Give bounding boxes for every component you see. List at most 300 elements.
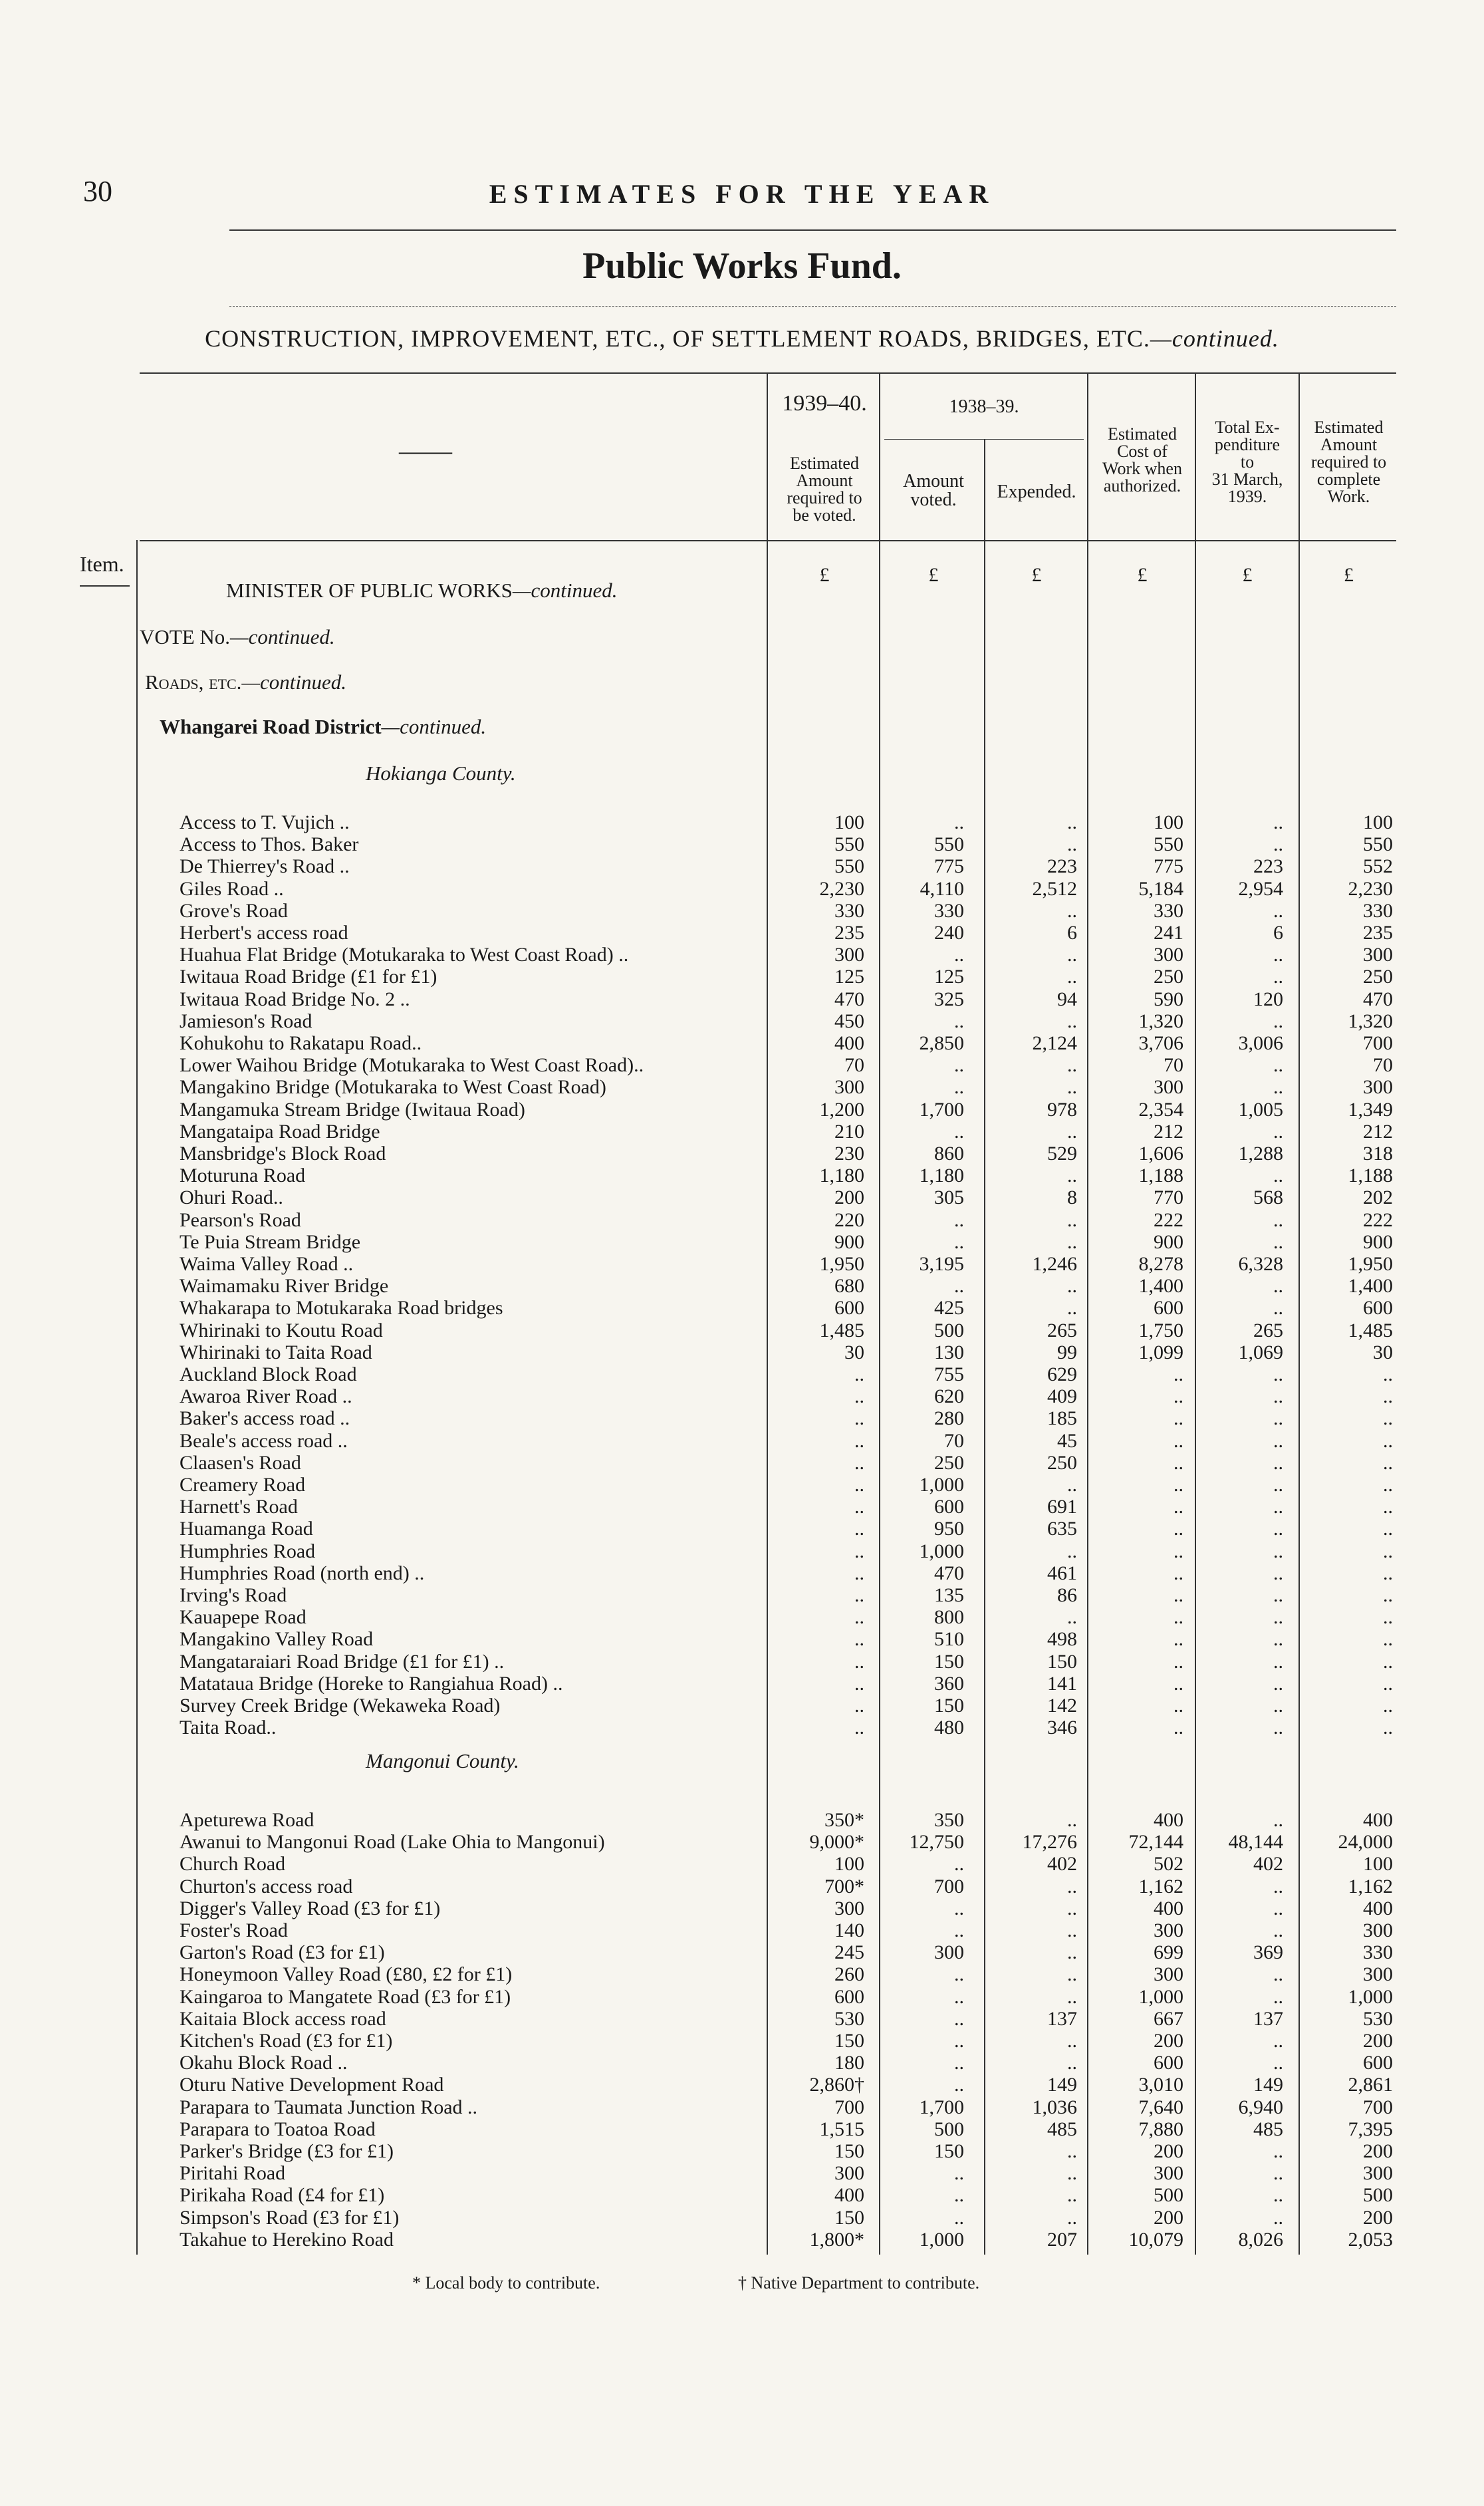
amount-cell: 667 (1154, 2007, 1183, 2030)
amount-cell: 770 (1154, 1186, 1183, 1209)
amount-cell: 2,850 (919, 1032, 964, 1054)
header-voted (884, 472, 983, 509)
amount-cell: .. (1174, 1628, 1183, 1651)
amount-cell: .. (954, 1230, 964, 1253)
section-text: VOTE No. (140, 625, 231, 648)
amount-cell: 200 (1363, 2030, 1393, 2052)
amount-cell: .. (1067, 1474, 1077, 1496)
amount-cell: 235 (834, 922, 864, 944)
amount-cell: 137 (1253, 2007, 1283, 2030)
amount-cell: 330 (1363, 899, 1393, 922)
amount-cell: 600 (834, 1985, 864, 2008)
amount-cell: 45 (1057, 1429, 1077, 1452)
table-row (0, 1606, 1484, 1628)
road-name: Giles Road .. (180, 877, 284, 900)
amount-cell: .. (1273, 944, 1283, 966)
table-row (0, 1121, 1484, 1143)
header-text: voted. (910, 489, 957, 510)
header-dash: —— (399, 436, 452, 466)
rule-top (229, 229, 1396, 231)
amount-cell: .. (954, 1897, 964, 1919)
road-name: Grove's Road (180, 899, 288, 922)
amount-cell: 6 (1067, 922, 1077, 944)
amount-cell: .. (1067, 1606, 1077, 1629)
amount-cell: .. (1273, 1363, 1283, 1385)
amount-cell: 600 (1154, 1297, 1183, 1320)
table-row (0, 1275, 1484, 1297)
road-name: Moturuna Road (180, 1165, 306, 1187)
road-name: Awanui to Mangonui Road (Lake Ohia to Mangonui) (180, 1831, 605, 1854)
amount-cell: 402 (1047, 1853, 1077, 1876)
amount-cell: .. (1174, 1518, 1183, 1540)
amount-cell: .. (1273, 1230, 1283, 1253)
amount-cell: 800 (934, 1606, 964, 1629)
amount-cell: .. (1067, 1120, 1077, 1143)
amount-cell: 150 (834, 2030, 864, 2052)
amount-cell: .. (1383, 1606, 1393, 1629)
amount-cell: 691 (1047, 1496, 1077, 1518)
amount-cell: .. (954, 1054, 964, 1077)
road-name: Mangamuka Stream Bridge (Iwitaua Road) (180, 1098, 525, 1121)
amount-cell: 1,069 (1238, 1341, 1283, 1363)
amount-cell: 900 (1154, 1230, 1183, 1253)
road-name: Mangataipa Road Bridge (180, 1120, 380, 1143)
amount-cell: 325 (934, 988, 964, 1010)
table-row (0, 1032, 1484, 1054)
amount-cell: 450 (834, 1010, 864, 1032)
amount-cell: 202 (1363, 1186, 1393, 1209)
amount-cell: .. (954, 1120, 964, 1143)
amount-cell: 212 (1154, 1120, 1183, 1143)
table-row (0, 1831, 1484, 1853)
amount-cell: 485 (1047, 2118, 1077, 2140)
amount-cell: .. (1273, 2030, 1283, 2052)
section-cont: —continued. (512, 579, 618, 602)
amount-cell: 100 (1363, 811, 1393, 833)
amount-cell: .. (1273, 1985, 1283, 2008)
amount-cell: .. (1067, 1985, 1077, 2008)
amount-cell: 330 (934, 899, 964, 922)
amount-cell: 245 (834, 1941, 864, 1964)
amount-cell: 1,000 (919, 1474, 964, 1496)
road-name: Honeymoon Valley Road (£80, £2 for £1) (180, 1963, 513, 1986)
amount-cell: 100 (1363, 1853, 1393, 1876)
amount-cell: 265 (1047, 1319, 1077, 1341)
amount-cell: .. (854, 1496, 864, 1518)
table-row (0, 878, 1484, 900)
table-row (0, 1876, 1484, 1897)
amount-cell: .. (854, 1363, 864, 1385)
road-name: Iwitaua Road Bridge (£1 for £1) (180, 966, 437, 988)
road-name: Waimamaku River Bridge (180, 1275, 389, 1298)
table-row (0, 833, 1484, 855)
table-row (0, 2118, 1484, 2140)
amount-cell: .. (1067, 2052, 1077, 2074)
amount-cell: .. (854, 1606, 864, 1629)
road-name: Garton's Road (£3 for £1) (180, 1941, 385, 1964)
amount-cell: 1,005 (1238, 1098, 1283, 1121)
header-text: 1939. (1227, 487, 1267, 506)
amount-cell: 200 (1154, 2140, 1183, 2162)
road-name: Auckland Block Road (180, 1363, 357, 1385)
amount-cell: .. (1383, 1385, 1393, 1408)
amount-cell: 900 (834, 1230, 864, 1253)
amount-cell: 550 (1154, 833, 1183, 856)
amount-cell: 7,395 (1348, 2118, 1393, 2140)
amount-cell: 220 (834, 1208, 864, 1231)
road-name: Takahue to Herekino Road (180, 2228, 394, 2251)
amount-cell: .. (954, 2074, 964, 2096)
road-name: Kaingaroa to Mangatete Road (£3 for £1) (180, 1985, 511, 2008)
amount-cell: .. (1273, 1606, 1283, 1629)
amount-cell: 2,230 (819, 877, 864, 900)
amount-cell: .. (1383, 1451, 1393, 1474)
currency-col2: £ (928, 564, 939, 586)
amount-cell: 72,144 (1128, 1831, 1183, 1854)
road-name: Huamanga Road (180, 1518, 313, 1540)
amount-cell: .. (1273, 1054, 1283, 1077)
header-rule-top (140, 372, 1396, 374)
table-row (0, 1341, 1484, 1363)
amount-cell: .. (1067, 833, 1077, 856)
amount-cell: .. (1273, 1650, 1283, 1673)
subtitle-main: CONSTRUCTION, IMPROVEMENT, ETC., OF SETTLEMENT ROADS, BRIDGES, ETC. (205, 325, 1150, 352)
table-row (0, 1297, 1484, 1319)
amount-cell: 207 (1047, 2228, 1077, 2251)
road-name: Jamieson's Road (180, 1010, 312, 1032)
table-row (0, 1695, 1484, 1717)
header-year1: 1939–40. (782, 391, 867, 416)
amount-cell: .. (1067, 1297, 1077, 1320)
amount-cell: 680 (834, 1275, 864, 1298)
amount-cell: 300 (1154, 2162, 1183, 2185)
road-name: Whakarapa to Motukaraka Road bridges (180, 1297, 503, 1320)
amount-cell: 400 (1363, 1897, 1393, 1919)
amount-cell: .. (1273, 1672, 1283, 1695)
amount-cell: .. (954, 811, 964, 833)
amount-cell: .. (1273, 1010, 1283, 1032)
amount-cell: .. (1273, 1297, 1283, 1320)
footnote-native: † Native Department to contribute. (738, 2273, 980, 2293)
table-row (0, 1518, 1484, 1540)
amount-cell: .. (854, 1429, 864, 1452)
amount-cell: .. (1067, 2162, 1077, 2185)
table-row (0, 900, 1484, 922)
amount-cell: .. (954, 1275, 964, 1298)
amount-cell: 1,036 (1032, 2096, 1077, 2118)
amount-cell: 1,288 (1238, 1143, 1283, 1165)
amount-cell: 635 (1047, 1518, 1077, 1540)
amount-cell: 1,000 (1138, 1985, 1183, 2008)
amount-cell: 330 (1363, 1941, 1393, 1964)
table-row (0, 2030, 1484, 2052)
amount-cell: 530 (1363, 2007, 1393, 2030)
amount-cell: .. (1273, 1875, 1283, 1897)
road-name: Claasen's Road (180, 1451, 301, 1474)
amount-cell: 223 (1047, 855, 1077, 878)
header-text: penditure (1214, 435, 1281, 454)
amount-cell: .. (1273, 1897, 1283, 1919)
amount-cell: .. (1067, 2140, 1077, 2162)
amount-cell: 700 (1363, 2096, 1393, 2118)
amount-cell: 550 (934, 833, 964, 856)
amount-cell: 900 (1363, 1230, 1393, 1253)
amount-cell: 8,278 (1138, 1253, 1183, 1275)
amount-cell: 300 (1154, 1919, 1183, 1941)
amount-cell: .. (1383, 1540, 1393, 1562)
section-cont: —continued. (381, 715, 487, 738)
table-row (0, 1963, 1484, 1985)
amount-cell: .. (1067, 944, 1077, 966)
amount-cell: .. (1174, 1650, 1183, 1673)
amount-cell: .. (954, 2162, 964, 2185)
section-vote (140, 625, 335, 649)
currency-col3: £ (1031, 564, 1042, 586)
road-name: Huahua Flat Bridge (Motukaraka to West Coast Road) .. (180, 944, 629, 966)
amount-cell: 502 (1154, 1853, 1183, 1876)
amount-cell: 300 (834, 1076, 864, 1099)
header-text: Cost of (1117, 442, 1168, 461)
amount-cell: .. (1383, 1628, 1393, 1651)
amount-cell: 5,184 (1138, 877, 1183, 900)
road-name: Te Puia Stream Bridge (180, 1230, 361, 1253)
header-text: required to (787, 488, 862, 507)
amount-cell: 1,000 (919, 1540, 964, 1562)
amount-cell: 223 (1253, 855, 1283, 878)
amount-cell: 550 (1363, 833, 1393, 856)
amount-cell: 3,010 (1138, 2074, 1183, 2096)
road-name: Creamery Road (180, 1474, 306, 1496)
amount-cell: 150 (934, 1695, 964, 1717)
header-text: complete (1316, 470, 1381, 489)
amount-cell: 300 (1154, 1963, 1183, 1986)
amount-cell: 100 (1154, 811, 1183, 833)
amount-cell: 150 (834, 2140, 864, 2162)
amount-cell: .. (1067, 1963, 1077, 1986)
amount-cell: 200 (1363, 2206, 1393, 2229)
section-cont: —continued. (241, 670, 346, 694)
amount-cell: 137 (1047, 2007, 1077, 2030)
road-name: Mangakino Valley Road (180, 1628, 374, 1651)
road-name: Kitchen's Road (£3 for £1) (180, 2030, 393, 2052)
amount-cell: 1,099 (1138, 1341, 1183, 1363)
road-name: Church Road (180, 1853, 286, 1876)
amount-cell: 141 (1047, 1672, 1077, 1695)
amount-cell: 600 (1154, 2052, 1183, 2074)
table-row (0, 855, 1484, 877)
amount-cell: .. (1174, 1717, 1183, 1739)
amount-cell: 12,750 (909, 1831, 964, 1854)
amount-cell: 6,940 (1238, 2096, 1283, 2118)
amount-cell: 305 (934, 1186, 964, 1209)
amount-cell: .. (1383, 1518, 1393, 1540)
amount-cell: 1,162 (1138, 1875, 1183, 1897)
amount-cell: 94 (1057, 988, 1077, 1010)
road-name: Taita Road.. (180, 1717, 277, 1739)
table-row (0, 1385, 1484, 1407)
amount-cell: .. (1067, 1540, 1077, 1562)
amount-cell: 400 (1363, 1809, 1393, 1831)
amount-cell: 485 (1253, 2118, 1283, 2140)
road-name: Digger's Valley Road (£3 for £1) (180, 1897, 441, 1919)
amount-cell: 409 (1047, 1385, 1077, 1408)
table-row (0, 1584, 1484, 1606)
amount-cell: .. (1273, 1385, 1283, 1408)
amount-cell: 400 (1154, 1809, 1183, 1831)
road-name: Foster's Road (180, 1919, 288, 1941)
amount-cell: .. (1067, 2030, 1077, 2052)
amount-cell: 150 (934, 2140, 964, 2162)
table-subtitle (0, 325, 1484, 352)
amount-cell: 1,400 (1138, 1275, 1183, 1298)
amount-cell: 1,485 (1348, 1319, 1393, 1341)
table-row (0, 1717, 1484, 1739)
table-row (0, 2074, 1484, 2096)
amount-cell: 600 (834, 1297, 864, 1320)
road-name: Whirinaki to Koutu Road (180, 1319, 383, 1341)
amount-cell: 70 (844, 1054, 864, 1077)
table-row (0, 1897, 1484, 1919)
amount-cell: .. (1067, 1165, 1077, 1187)
table-row (0, 1986, 1484, 2008)
footnote-local: * Local body to contribute. (412, 2273, 600, 2293)
amount-cell: .. (1273, 2140, 1283, 2162)
amount-cell: 568 (1253, 1186, 1283, 1209)
amount-cell: 470 (1363, 988, 1393, 1010)
county-mangonui: Mangonui County. (366, 1749, 519, 1772)
road-name: Lower Waihou Bridge (Motukaraka to West Coast Road).. (180, 1054, 644, 1077)
header-text: be voted. (793, 505, 856, 525)
amount-cell: .. (1383, 1650, 1393, 1673)
page-title: Public Works Fund. (582, 245, 902, 287)
amount-cell: .. (1067, 1875, 1077, 1897)
amount-cell: .. (1273, 2162, 1283, 2185)
amount-cell: .. (1273, 2206, 1283, 2229)
table-row (0, 2207, 1484, 2229)
amount-cell: 600 (1363, 1297, 1393, 1320)
amount-cell: 700 (1363, 1032, 1393, 1054)
currency-col1: £ (819, 564, 830, 586)
amount-cell: 1,180 (819, 1165, 864, 1187)
amount-cell: .. (854, 1672, 864, 1695)
amount-cell: 480 (934, 1717, 964, 1739)
header-expended: Expended. (997, 482, 1076, 502)
amount-cell: .. (1067, 1054, 1077, 1077)
amount-cell: .. (854, 1562, 864, 1584)
amount-cell: 1,188 (1138, 1165, 1183, 1187)
road-name: Parapara to Toatoa Road (180, 2118, 376, 2140)
amount-cell: 24,000 (1338, 1831, 1393, 1854)
amount-cell: 222 (1363, 1208, 1393, 1231)
item-rule-short (80, 585, 130, 587)
amount-cell: .. (1273, 1407, 1283, 1430)
table-row (0, 1452, 1484, 1474)
road-name: Irving's Road (180, 1584, 287, 1606)
amount-cell: .. (1273, 1717, 1283, 1739)
amount-cell: 1,515 (819, 2118, 864, 2140)
amount-cell: .. (854, 1474, 864, 1496)
amount-cell: 402 (1253, 1853, 1283, 1876)
amount-cell: .. (1174, 1385, 1183, 1408)
amount-cell: .. (954, 2030, 964, 2052)
amount-cell: .. (1273, 1963, 1283, 1986)
amount-cell: .. (1174, 1363, 1183, 1385)
amount-cell: 550 (834, 855, 864, 878)
header-text: Estimated (790, 454, 859, 473)
amount-cell: 30 (1373, 1341, 1393, 1363)
amount-cell: 500 (934, 2118, 964, 2140)
amount-cell: 498 (1047, 1628, 1077, 1651)
amount-cell: 7,640 (1138, 2096, 1183, 2118)
amount-cell: .. (1067, 811, 1077, 833)
table-row (0, 1407, 1484, 1429)
amount-cell: .. (854, 1628, 864, 1651)
amount-cell: 130 (934, 1341, 964, 1363)
amount-cell: .. (1273, 1208, 1283, 1231)
amount-cell: .. (1174, 1695, 1183, 1717)
amount-cell: .. (1273, 1518, 1283, 1540)
amount-cell: 350* (824, 1809, 864, 1831)
amount-cell: .. (1067, 1010, 1077, 1032)
header-year1-sub (771, 455, 878, 524)
amount-cell: 17,276 (1022, 1831, 1077, 1854)
section-roads (145, 670, 346, 694)
rule-dashed (229, 306, 1396, 307)
amount-cell: 99 (1057, 1341, 1077, 1363)
amount-cell: 529 (1047, 1143, 1077, 1165)
amount-cell: 149 (1253, 2074, 1283, 2096)
table-row (0, 1320, 1484, 1341)
header-text: required to (1310, 452, 1387, 472)
amount-cell: .. (1273, 1496, 1283, 1518)
amount-cell: 200 (1363, 2140, 1393, 2162)
amount-cell: 200 (834, 1186, 864, 1209)
road-name: Parapara to Taumata Junction Road .. (180, 2096, 478, 2118)
amount-cell: .. (954, 2052, 964, 2074)
amount-cell: 300 (1363, 1963, 1393, 1986)
amount-cell: .. (1174, 1584, 1183, 1606)
road-name: Pirikaha Road (£4 for £1) (180, 2184, 385, 2207)
road-name: Survey Creek Bridge (Wekaweka Road) (180, 1695, 501, 1717)
amount-cell: 590 (1154, 988, 1183, 1010)
amount-cell: .. (954, 1076, 964, 1099)
table-row (0, 1430, 1484, 1452)
amount-cell: 530 (834, 2007, 864, 2030)
amount-cell: 48,144 (1228, 1831, 1283, 1854)
table-row (0, 2184, 1484, 2206)
road-name: Churton's access road (180, 1875, 353, 1897)
amount-cell: 700 (834, 2096, 864, 2118)
road-name: Simpson's Road (£3 for £1) (180, 2206, 400, 2229)
road-name: Iwitaua Road Bridge No. 2 .. (180, 988, 410, 1010)
road-name: Humphries Road (north end) .. (180, 1562, 425, 1584)
header-text: authorized. (1103, 476, 1181, 495)
amount-cell: .. (1273, 1120, 1283, 1143)
amount-cell: 10,079 (1128, 2228, 1183, 2251)
amount-cell: 1,320 (1348, 1010, 1393, 1032)
amount-cell: 500 (1363, 2184, 1393, 2207)
road-name: Awaroa River Road .. (180, 1385, 352, 1408)
county-hokianga: Hokianga County. (366, 762, 516, 785)
road-name: De Thierrey's Road .. (180, 855, 350, 878)
amount-cell: 250 (1154, 966, 1183, 988)
amount-cell: .. (954, 1919, 964, 1941)
amount-cell: .. (1383, 1584, 1393, 1606)
amount-cell: .. (954, 2184, 964, 2207)
amount-cell: .. (1067, 1230, 1077, 1253)
amount-cell: 6,328 (1238, 1253, 1283, 1275)
amount-cell: .. (1383, 1717, 1393, 1739)
